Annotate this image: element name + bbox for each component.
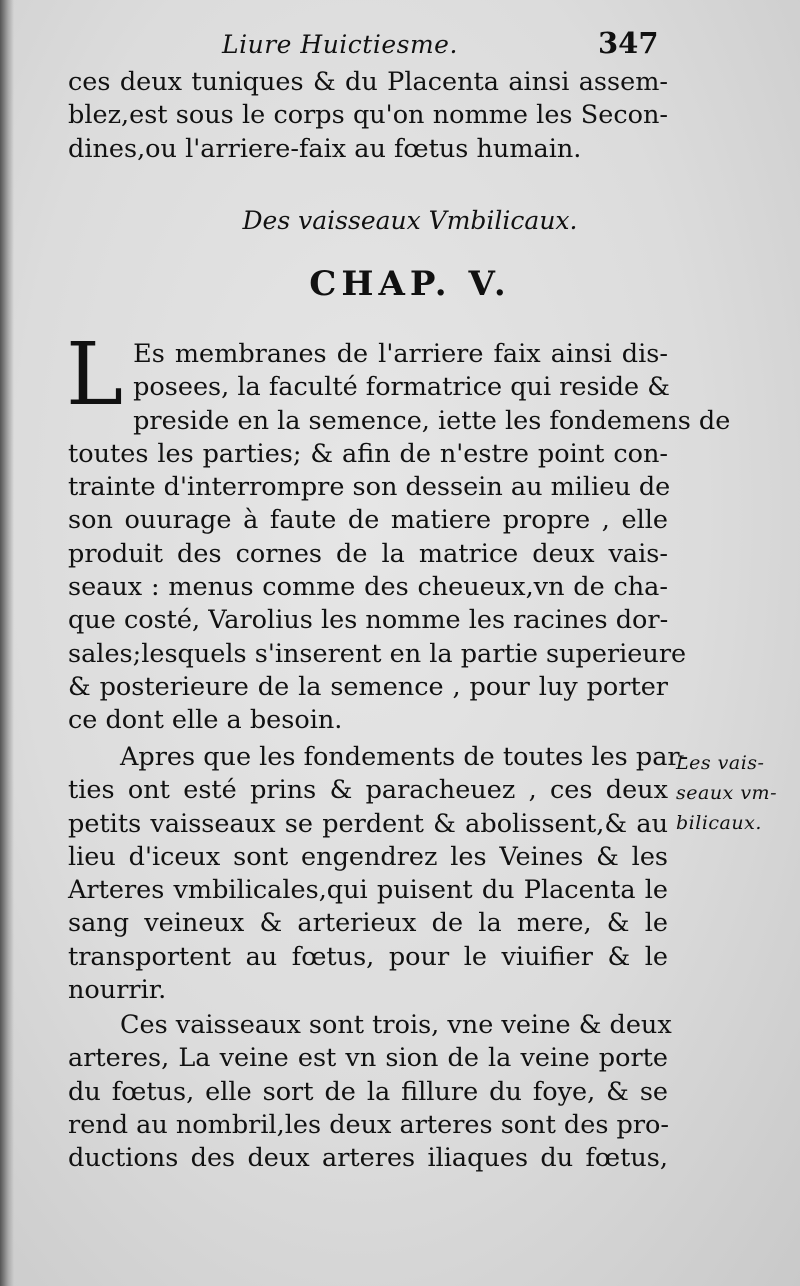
text-line: petits vaisseaux se perdent & abolissent,& au <box>68 808 668 839</box>
text-line: du fœtus, elle sort de la fillure du foye, & se <box>68 1076 668 1107</box>
margin-note-line: bilicaux. <box>676 812 762 834</box>
text-line: sang veineux & arterieux de la mere, & le <box>68 908 668 939</box>
paragraph-3 <box>68 1009 672 1175</box>
text-line: & posterieure de la semence , pour luy porter <box>68 671 668 702</box>
text-line: ce dont elle a besoin. <box>68 705 343 736</box>
text-line: dines,ou l'arriere-faix au fœtus humain. <box>68 133 582 164</box>
continuation-text <box>68 66 668 166</box>
page-number: 347 <box>598 26 659 60</box>
text-line: arteres, La veine est vn sion de la veine porte <box>68 1043 668 1074</box>
text-line: ties ont esté prins & paracheuez , ces deux <box>68 775 668 806</box>
text-line: rend au nombril,les deux arteres sont des pro- <box>68 1109 670 1140</box>
text-line: produit des cornes de la matrice deux vais- <box>68 538 668 569</box>
paragraph-2 <box>68 741 689 1007</box>
chapter-heading: CHAP. V. <box>309 264 511 304</box>
text-line: ductions des deux arteres iliaques du fœtus, <box>68 1143 668 1174</box>
text-line: nourrir. <box>68 975 167 1006</box>
text-line: preside en la semence, iette les fondemens de <box>133 405 731 436</box>
text-line: que costé, Varolius les nomme les racines dor- <box>68 605 669 636</box>
margin-note <box>676 748 786 838</box>
text-line: Ces vaisseaux sont trois, vne veine & deux <box>120 1010 672 1040</box>
text-line: toutes les parties; & afin de n'estre point con- <box>68 438 668 469</box>
text-line: blez,est sous le corps qu'on nomme les Secon- <box>68 100 668 131</box>
text-line: Es membranes de l'arriere faix ainsi dis- <box>133 339 668 369</box>
text-line: lieu d'iceux sont engendrez les Veines & les <box>68 841 668 872</box>
running-head: Liure Huictiesme. <box>222 30 458 59</box>
text-line: sales;lesquels s'inserent en la partie superieure <box>68 638 687 669</box>
text-line: Apres que les fondements de toutes les par- <box>120 742 689 772</box>
margin-note-line: Les vais- <box>676 752 765 774</box>
section-title: Des vaisseaux Vmbilicaux. <box>242 206 578 235</box>
drop-cap: L <box>66 325 124 425</box>
page-header <box>0 26 800 66</box>
text-line: seaux : menus comme des cheueux,vn de cha- <box>68 572 668 603</box>
text-line: posees, la faculté formatrice qui reside & <box>133 372 670 403</box>
text-line: ces deux tuniques & du Placenta ainsi assem- <box>68 67 668 97</box>
text-line: Arteres vmbilicales,qui puisent du Placenta le <box>68 875 668 906</box>
paragraph-1 <box>66 325 731 738</box>
text-line: transportent au fœtus, pour le viuifier & le <box>68 941 668 972</box>
margin-note-line: seaux vm- <box>676 782 777 804</box>
text-line: trainte d'interrompre son dessein au milieu de <box>68 472 671 503</box>
text-line: son ouurage à faute de matiere propre , elle <box>68 505 668 536</box>
